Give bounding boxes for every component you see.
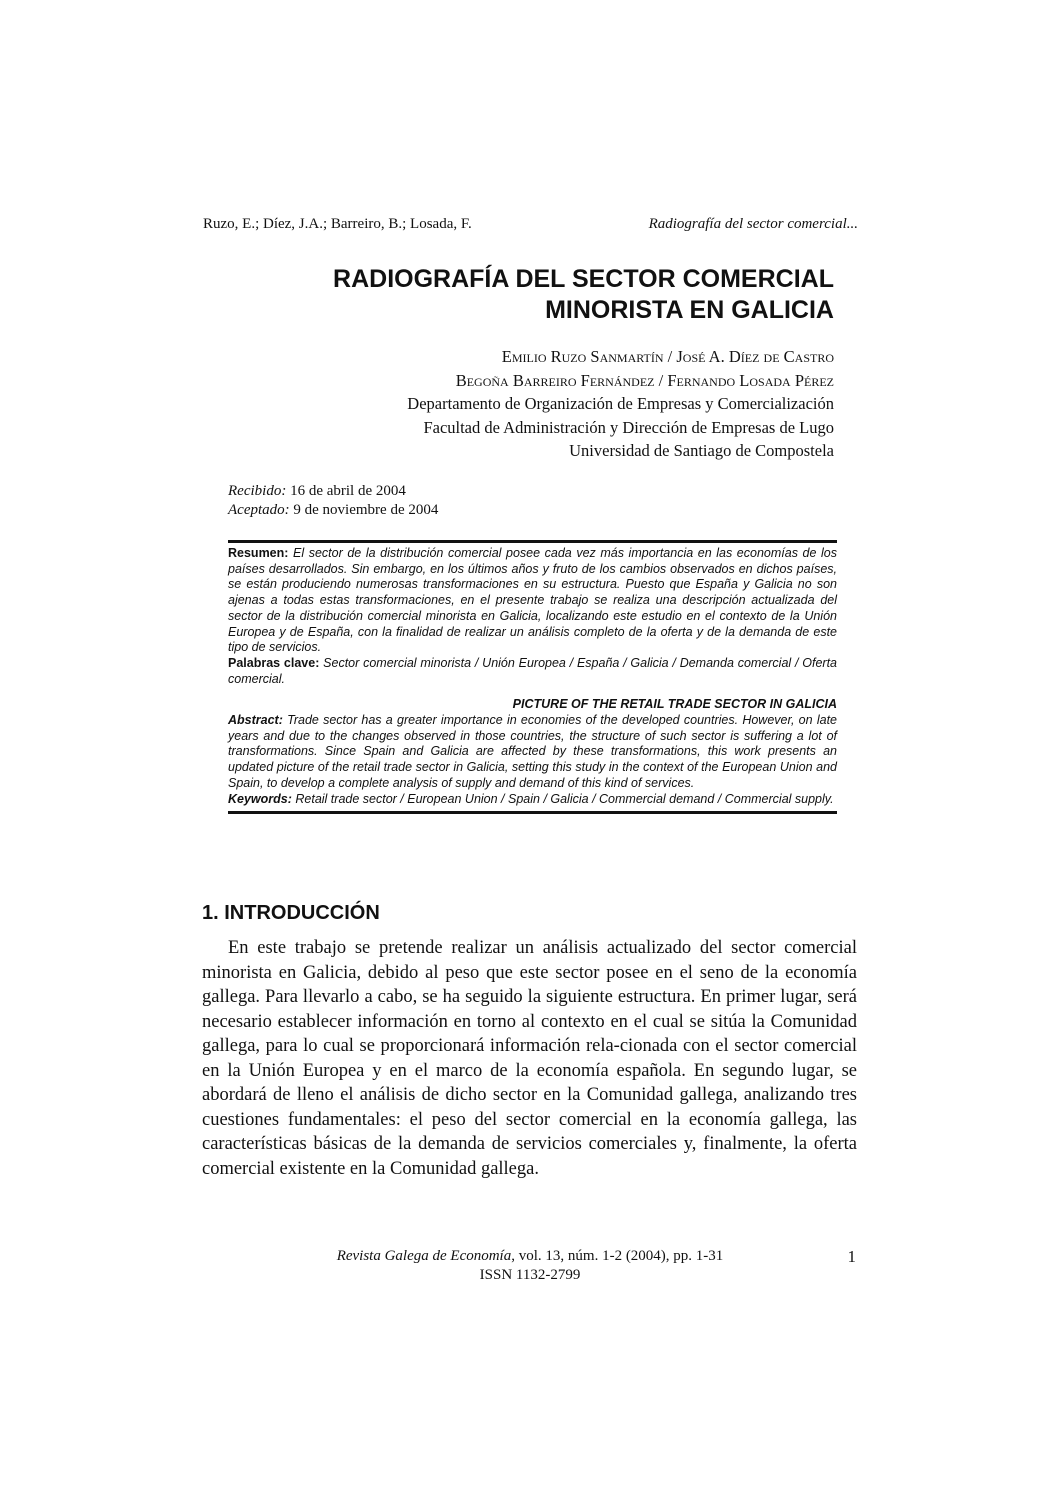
intro-paragraph: En este trabajo se pretende realizar un análisis actualizado del sector comercial minorista en Galicia, debido al peso que este sector posee en el seno de la economía gallega. Para llevarlo a cabo, se ha seguido la siguiente estructura. En primer lugar, será necesario establecer información en torno al contexto en el cual se sitúa la Comunidad gallega, para lo cual se proporcionará información rela-cionada con el sector comercial en la Unión Europea y en el marco de la economía española. En segundo lugar, se abordará de lleno el análisis de dicho sector en la Comunidad gallega, analizando tres cuestiones fundamentales: el peso del sector comercial en la economía gallega, las características básicas de la demanda de servicios comerciales y, finalmente, la oferta comercial existente en la Comunidad gallega. [202,938,857,1179]
keywords-paragraph [228,792,837,808]
palabras-clave-paragraph [228,656,837,687]
paper-title-line-2: MINORISTA EN GALICIA [545,296,834,324]
journal-name: Revista Galega de Economía [336,1248,512,1264]
palabras-clave-label: Palabras clave: [228,655,320,670]
abstract-label: Abstract: [228,713,283,728]
english-title: PICTURE OF THE RETAIL TRADE SECTOR IN GALICIA [512,697,837,712]
abstract-text: Trade sector has a greater importance in economies of the developed countries. However, on late years and due to the changes observed in those countries, the structure of such sector is suffering a lot of transformations. Since Spain and Galicia are affected by these transformations, this work presents an updated picture of the retail trade sector in Galicia, setting this study in the context of the European Union and Spain, to develop a complete analysis of supply and demand of this kind of services. [228,713,837,790]
received-value: 16 de abril de 2004 [286,483,406,499]
paper-title-line-1: RADIOGRAFÍA DEL SECTOR COMERCIAL [333,265,834,293]
submission-dates [228,482,438,520]
page-number: 1 [847,1247,856,1266]
received-label: Recibido: [228,483,287,499]
received-date [228,482,438,501]
running-head-authors: Ruzo, E.; Díez, J.A.; Barreiro, B.; Losada, F. [203,216,472,232]
keywords-text: Retail trade sector / European Union / Spain / Galicia / Commercial demand / Commercial supply. [291,791,834,806]
resumen-paragraph [228,546,837,656]
abstract-paragraph [228,713,837,792]
running-head-title: Radiografía del sector comercial... [648,216,858,232]
accepted-value: 9 de noviembre de 2004 [289,502,439,518]
author-block [134,345,834,463]
abstract-box [228,540,837,814]
journal-citation [260,1247,800,1266]
resumen-label: Resumen: [228,546,289,560]
author-names-line-1: Emilio Ruzo Sanmartín / José A. Díez de Castro [501,347,834,366]
resumen-text: El sector de la distribución comercial posee cada vez más importancia en las economías de los países desarrollados. Sin embargo, en los últimos años y fruto de los cambios observados en dichos países, se están produciendo numerosas transformaciones en su estructura. Puesto que España y Galicia no son ajenas a todas estas transformaciones, en el presente trabajo se realiza una descripción actualizada del sector de la distribución comercial minorista en Galicia, localizando este estudio en el contexto de la Unión Europea y de España, con la finalidad de realizar un análisis completo de la oferta y de la demanda de este tipo de servicios. [228,546,837,655]
author-names-line-2: Begoña Barreiro Fernández / Fernando Losada Pérez [455,370,834,390]
accepted-label: Aceptado: [228,502,290,518]
section-heading: 1. INTRODUCCIÓN [202,902,380,924]
journal-volume: , vol. 13, núm. 1-2 (2004), pp. 1-31 [511,1248,724,1264]
journal-issn: ISSN 1132-2799 [479,1267,581,1283]
paper-title [134,264,834,326]
affiliation-department: Departamento de Organización de Empresas y Comercialización [407,394,834,413]
palabras-clave-text: Sector comercial minorista / Unión Europea / España / Galicia / Demanda comercial / Oferta comercial. [228,655,837,686]
keywords-label: Keywords: [228,791,292,806]
affiliation-university: Universidad de Santiago de Compostela [569,441,834,460]
affiliation-faculty: Facultad de Administración y Dirección de Empresas de Lugo [423,417,834,437]
journal-footer [260,1247,800,1285]
accepted-date [228,501,438,520]
